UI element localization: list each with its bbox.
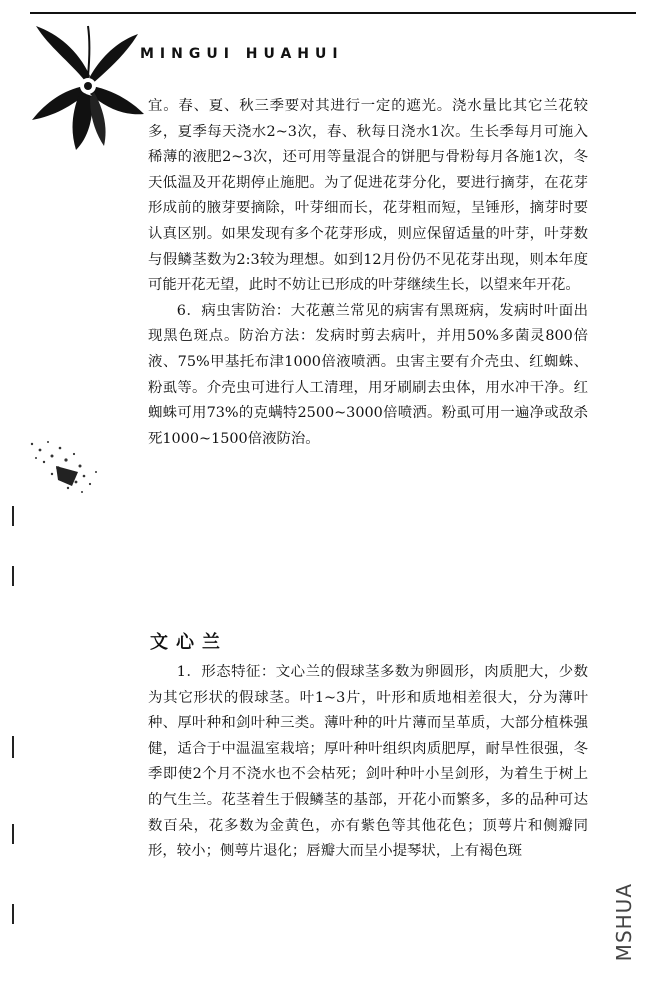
- morphology-paragraph: 1．形态特征：文心兰的假球茎多数为卵圆形，肉质肥大，少数为其它形状的假球茎。叶1~3片，叶形和质地相差很大，分为薄叶种、厚叶种和剑叶种三类。薄叶种的叶片薄而呈革质，大部分植株强健，适合于中温温室栽培；厚叶种叶组织肉质肥厚，耐旱性很强，冬季即使2个月不浇水也不会枯死；剑叶种叶小呈剑形，为着生于树上的气生兰。花茎着生于假鳞茎的基部，开花小而繁多，多的品种可达数百朵，花多数为金黄色，亦有紫色等其他花色；顶萼片和侧瓣同形，较小；侧萼片退化；唇瓣大而呈小提琴状，上有褐色斑: [148, 664, 588, 860]
- margin-tick: [12, 824, 14, 844]
- stipple-ornament: [22, 432, 104, 502]
- top-rule: [30, 12, 636, 14]
- margin-tick: [12, 736, 14, 758]
- care-paragraph: 宜。春、夏、秋三季要对其进行一定的遮光。浇水量比其它兰花较多，夏季每天浇水2~3次，春、秋每日浇水1次。生长季每月可施入稀薄的液肥2~3次，还可用等量混合的饼肥与骨粉每月各施1次，冬天低温及开花期停止施肥。为了促进花芽分化，要进行摘芽，在花芽形成前的腋芽要摘除，叶芽细而长，花芽粗而短，呈锤形，摘芽时要认真区别。如果发现有多个花芽形成，则应保留适量的叶芽，叶芽数与假鳞茎数为2:3较为理想。如到12月份仍不见花芽出现，则本年度可能开花无望，此时不妨让已形成的叶芽继续生长，以望来年开花。: [148, 98, 588, 294]
- section-title: 文心兰: [150, 632, 228, 653]
- section1-text: [148, 94, 588, 452]
- watermark: MSHUA: [612, 882, 636, 961]
- margin-tick: [12, 904, 14, 924]
- section2-text: [148, 660, 588, 865]
- pest-control-paragraph: 6．病虫害防治：大花蕙兰常见的病害有黑斑病，发病时叶面出现黑色斑点。防治方法：发病时剪去病叶，并用50%多菌灵800倍液、75%甲基托布津1000倍液喷洒。虫害主要有介壳虫、红蜘蛛、粉虱等。介壳虫可进行人工清理，用牙刷刷去虫体，用水冲干净。红蜘蛛可用73%的克螨特2500~3000倍喷洒。粉虱可用一遍净或敌杀死1000~1500倍液防治。: [148, 302, 588, 447]
- orchid-illustration: [28, 20, 146, 152]
- margin-tick: [12, 566, 14, 586]
- margin-tick: [12, 506, 14, 526]
- running-header: MINGUI HUAHUI: [140, 46, 344, 62]
